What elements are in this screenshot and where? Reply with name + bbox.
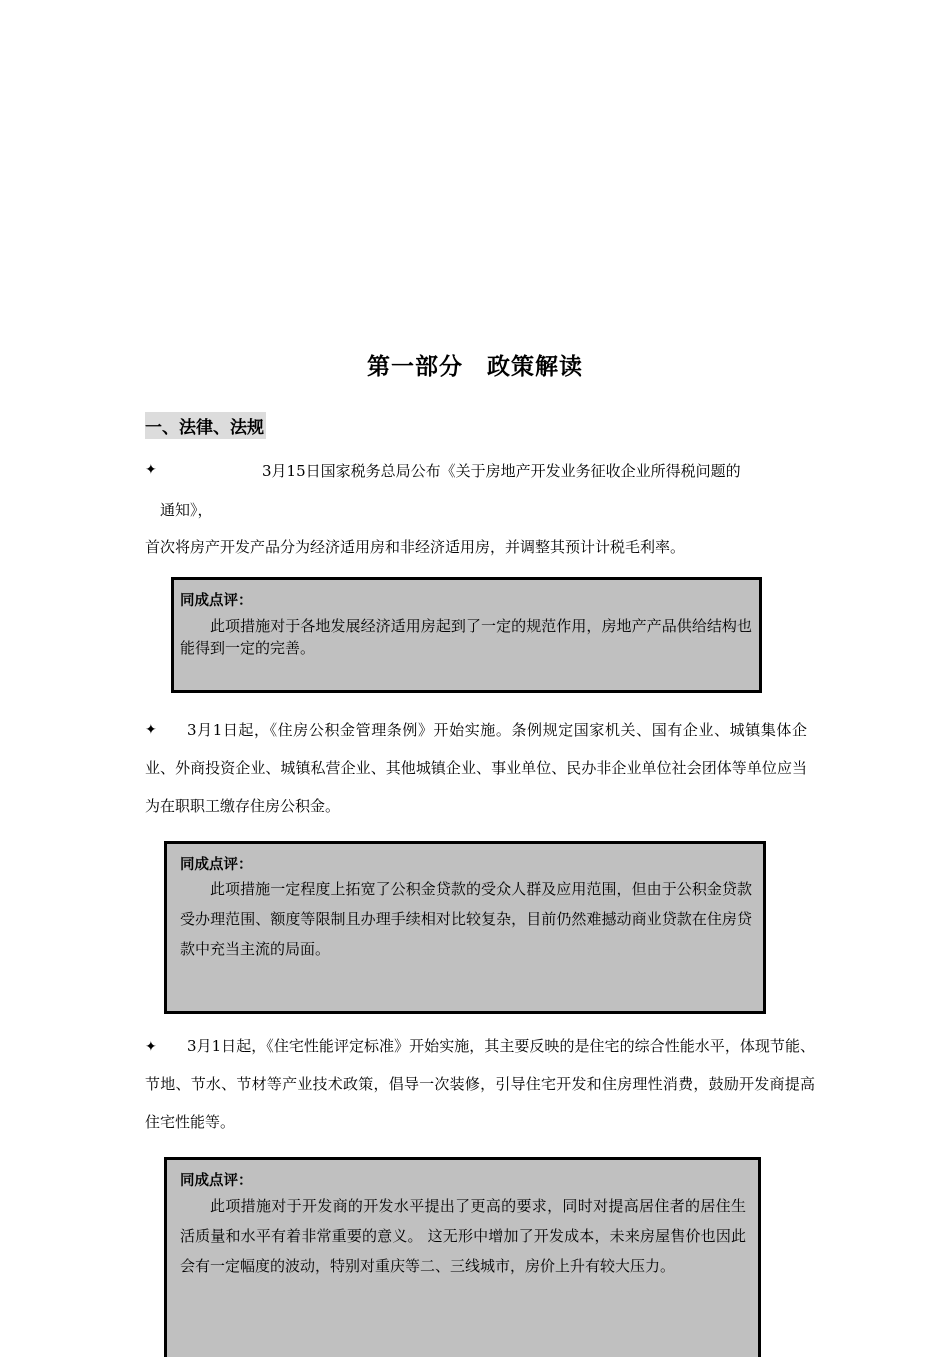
bullet-icon: ✦ [145,1039,157,1055]
bullet-icon: ✦ [145,722,157,738]
comment-text: 此项措施对于开发商的开发水平提出了更高的要求，同时对提高居住者的居住生活质量和水平有着非常重要的意义。 这无形中增加了开发成本，未来房屋售价也因此会有一定幅度的波动，特别对重庆等二、三线城市，房价上升有较大压力。 [180,1197,746,1275]
bullet-icon: ✦ [145,462,157,478]
comment-box [164,841,766,1014]
comment-label: 同成点评： [180,857,253,873]
item2-paragraph: 3月1日起，《住房公积金管理条例》开始实施。条例规定国家机关、国有企业、城镇集体企业、外商投资企业、城镇私营企业、其他城镇企业、事业单位、民办非企业单位社会团体等单位应当为在职职工缴存住房公积金。 [145,721,807,815]
item1-line3: 首次将房产开发产品分为经济适用房和非经济适用房，并调整其预计计税毛利率。 [145,538,686,556]
item3-paragraph: 3月1日起，《住宅性能评定标准》开始实施，其主要反映的是住宅的综合性能水平，体现节能、节地、节水、节材等产业技术政策，倡导一次装修，引导住宅开发和住房理性消费，鼓励开发商提高住宅性能等。 [145,1037,815,1131]
comment-text: 此项措施一定程度上拓宽了公积金贷款的受众人群及应用范围，但由于公积金贷款受办理范围、额度等限制且办理手续相对比较复杂，目前仍然难撼动商业贷款在住房贷款中充当主流的局面。 [180,880,752,958]
comment-box [171,577,762,693]
section-heading: 一、法律、法规 [145,412,266,439]
comment-label: 同成点评： [180,593,253,609]
comment-text: 此项措施对于各地发展经济适用房起到了一定的规范作用，房地产产品供给结构也能得到一定的完善。 [180,617,752,657]
comment-label: 同成点评： [180,1173,253,1189]
item1-line2: 通知》， [160,501,213,519]
comment-box [164,1157,761,1357]
item1-line1: 3月15日国家税务总局公布《关于房地产开发业务征收企业所得税问题的 [262,462,741,480]
page-title: 第一部分 政策解读 [367,354,583,380]
